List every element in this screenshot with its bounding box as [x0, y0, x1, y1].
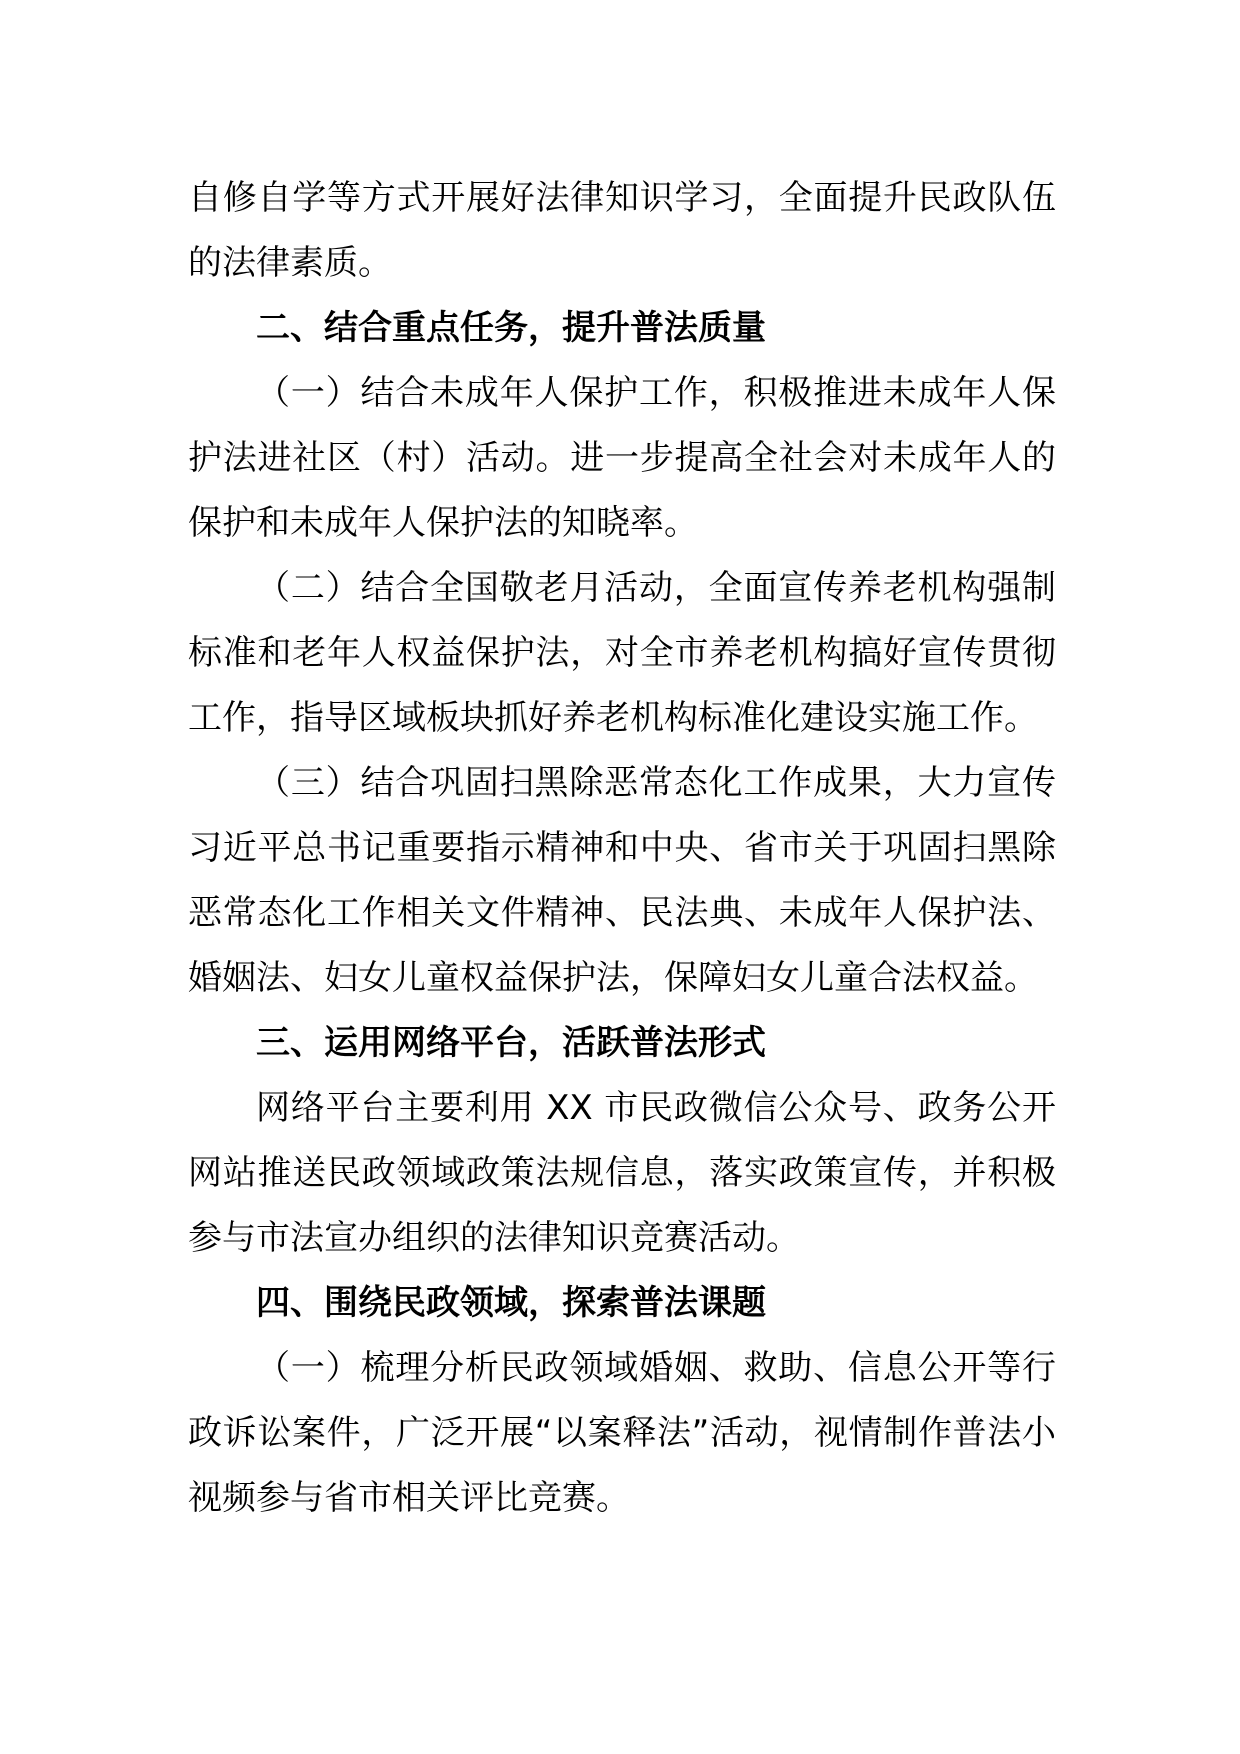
paragraph-network-platform: 网络平台主要利用 XX 市民政微信公众号、政务公开网站推送民政领域政策法规信息，落实政策宣传，并积极参与市法宣办组织的法律知识竞赛活动。 — [188, 1088, 1056, 1258]
document-body — [188, 166, 1056, 1531]
paragraph-continued: 自修自学等方式开展好法律知识学习，全面提升民政队伍的法律素质。 — [188, 178, 1056, 283]
section-heading-2: 二、结合重点任务，提升普法质量 — [256, 308, 766, 348]
paragraph-anti-crime: （三）结合巩固扫黑除恶常态化工作成果，大力宣传习近平总书记重要指示精神和中央、省市关于巩固扫黑除恶常态化工作相关文件精神、民法典、未成年人保护法、婚姻法、妇女儿童权益保护法，保障妇女儿童合法权益。 — [188, 763, 1056, 998]
section-heading-4: 四、围绕民政领域，探索普法课题 — [256, 1283, 766, 1323]
paragraph-minor-protection: （一）结合未成年人保护工作，积极推进未成年人保护法进社区（村）活动。进一步提高全社会对未成年人的保护和未成年人保护法的知晓率。 — [188, 373, 1056, 543]
section-heading-3: 三、运用网络平台，活跃普法形式 — [256, 1023, 766, 1063]
paragraph-case-analysis: （一）梳理分析民政领域婚姻、救助、信息公开等行政诉讼案件，广泛开展“以案释法”活动，视情制作普法小视频参与省市相关评比竞赛。 — [188, 1348, 1056, 1518]
paragraph-elderly-month: （二）结合全国敬老月活动，全面宣传养老机构强制标准和老年人权益保护法，对全市养老机构搞好宣传贯彻工作，指导区域板块抓好养老机构标准化建设实施工作。 — [188, 568, 1056, 738]
